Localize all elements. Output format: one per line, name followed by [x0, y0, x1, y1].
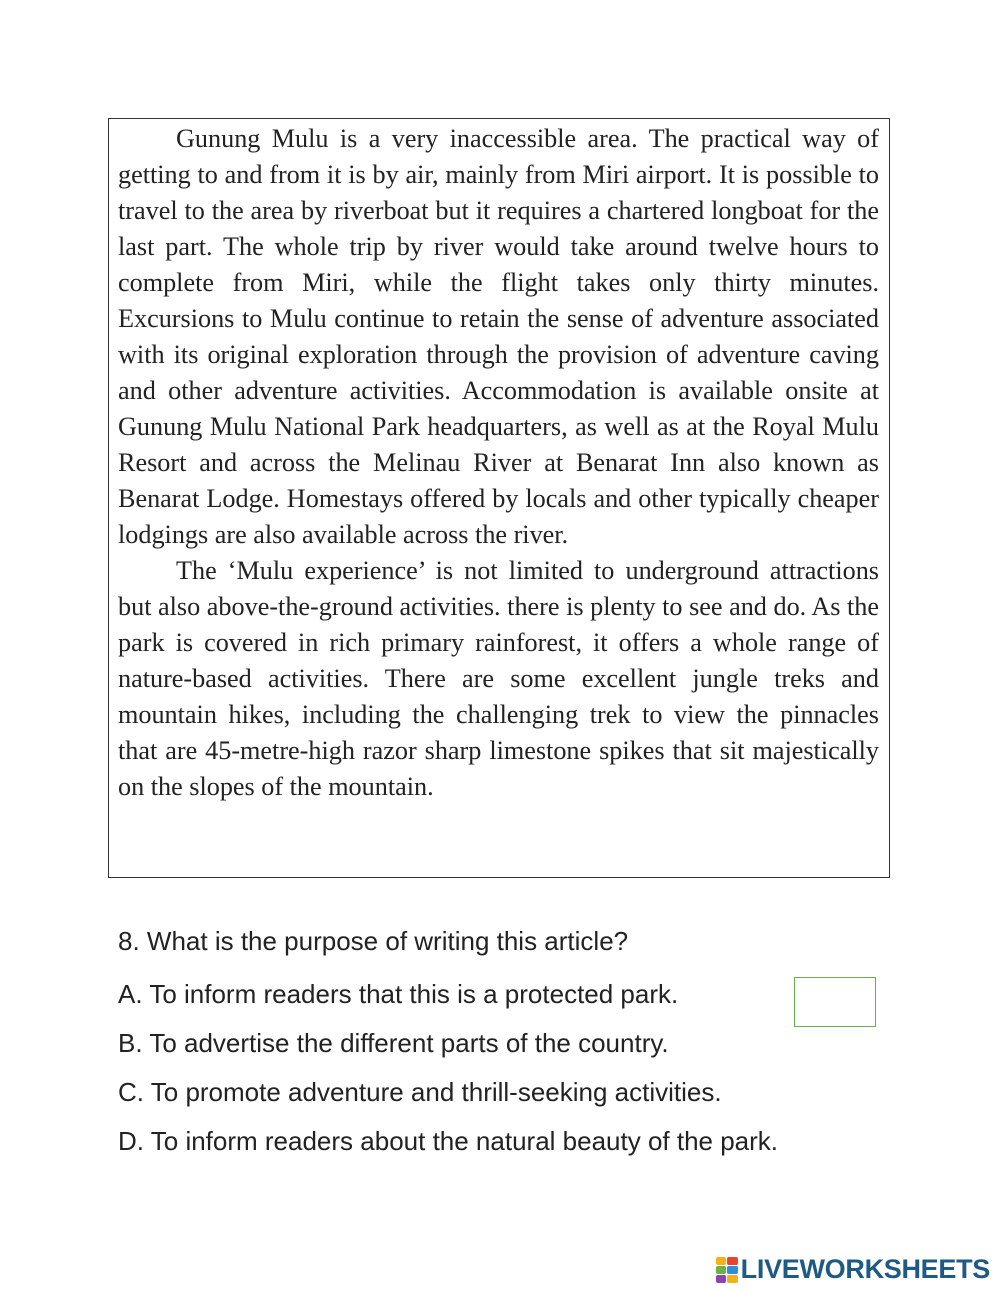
question-text: 8. What is the purpose of writing this article? [118, 926, 629, 956]
option-b: B. To advertise the different parts of the country. [118, 1028, 669, 1058]
brand-name: LIVEWORKSHEETS [740, 1254, 990, 1284]
liveworksheets-brand [716, 1254, 990, 1285]
answer-input-box[interactable] [794, 977, 876, 1027]
option-d: D. To inform readers about the natural beauty of the park. [118, 1126, 779, 1156]
liveworksheets-logo-icon [716, 1257, 738, 1283]
option-a: A. To inform readers that this is a protected park. [118, 979, 679, 1009]
passage-paragraph-1: Gunung Mulu is a very inaccessible area. The practical way of getting to and from it is by air, mainly from Miri airport. It is possible to travel to the area by riverboat but it requires a chartered longboat for the last part. The whole trip by river would take around twelve hours to complete from Miri, while the flight takes only thirty minutes. Excursions to Mulu continue to retain the sense of adventure associated with its original exploration through the provision of adventure caving and other adventure activities. Accommodation is available onsite at Gunung Mulu National Park headquarters, as well as at the Royal Mulu Resort and across the Melinau River at Benarat Inn also known as Benarat Lodge. Homestays offered by locals and other typically cheaper lodgings are also available across the river. [118, 124, 879, 549]
option-c: C. To promote adventure and thrill-seeking activities. [118, 1077, 722, 1107]
answer-options [118, 976, 778, 1172]
passage-paragraph-2: The ‘Mulu experience’ is not limited to underground attractions but also above-the-ground activities. there is plenty to see and do. As the park is covered in rich primary rainforest, it offers a whole range of nature-based activities. There are some excellent jungle treks and mountain hikes, including the challenging trek to view the pinnacles that are 45-metre-high razor sharp limestone spikes that sit majestically on the slopes of the mountain. [118, 556, 879, 801]
reading-passage [108, 118, 890, 878]
